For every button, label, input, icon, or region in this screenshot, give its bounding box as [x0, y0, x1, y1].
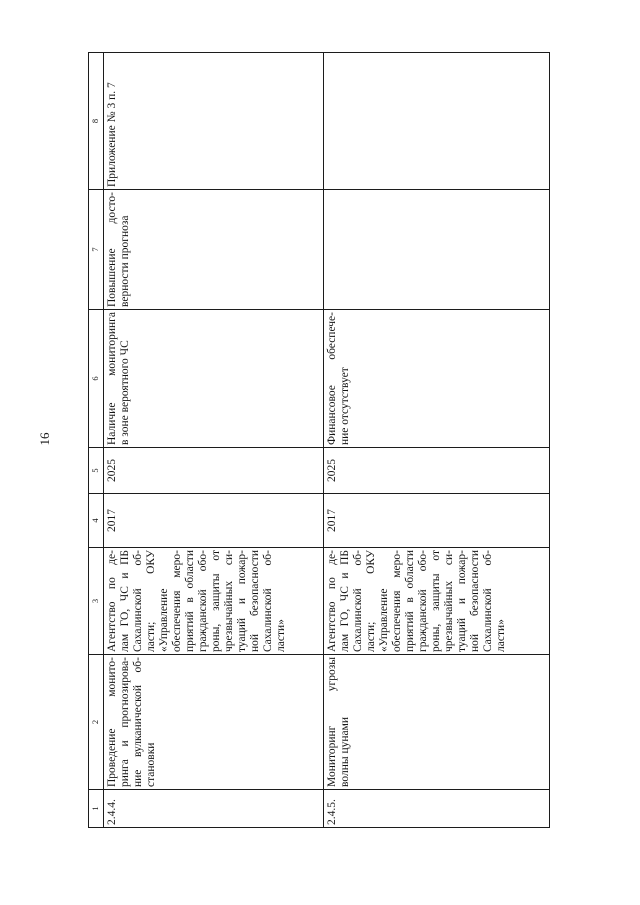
text-line: верности прогноза	[119, 215, 131, 307]
text-line: Приложение № 3 п. 7	[106, 82, 118, 187]
text-line: приятий в области	[184, 550, 196, 652]
end-year-cell: 2025	[104, 447, 324, 493]
text-line: чрезвычайных си-	[443, 550, 455, 652]
text-line: роны, защиты от	[430, 550, 442, 652]
executor-cell	[324, 547, 550, 654]
event-cell	[104, 654, 324, 789]
header-cell-7: 7	[89, 189, 104, 309]
start-year-cell: 2017	[104, 493, 324, 547]
text-line: Финансовое обеспече-	[326, 312, 338, 445]
indicator-cell	[324, 309, 550, 447]
text-line: гражданской обо-	[197, 550, 209, 652]
text-line: Проведение монито-	[106, 657, 118, 787]
header-cell-6: 6	[89, 309, 104, 447]
text-line: «Управление	[158, 588, 170, 652]
reference-cell	[104, 52, 324, 189]
text-line: роны, защиты от	[210, 550, 222, 652]
result-cell	[104, 189, 324, 309]
header-cell-1: 1	[89, 789, 104, 827]
text-line: Мониторинг угрозы	[326, 657, 338, 787]
text-line: туаций и пожар-	[456, 550, 468, 652]
text-line: ние вулканической об-	[132, 657, 144, 787]
header-cell-3: 3	[89, 547, 104, 654]
text-line: «Управление	[378, 588, 390, 652]
text-line: Агентство по де-	[106, 550, 118, 652]
text-line: ной безопасности	[249, 550, 261, 652]
text-line: Повышение досто-	[106, 192, 118, 307]
text-line: гражданской обо-	[417, 550, 429, 652]
text-line: ласти; ОКУ	[145, 550, 157, 652]
reference-cell	[324, 52, 550, 189]
text-line: ние отсутствует	[339, 367, 351, 445]
row-number-cell: 2.4.4.	[104, 789, 324, 827]
text-line: лам ГО, ЧС и ПБ	[339, 550, 351, 652]
result-cell	[324, 189, 550, 309]
event-cell	[324, 654, 550, 789]
text-line: обеспечения меро-	[391, 550, 403, 652]
end-year-cell: 2025	[324, 447, 550, 493]
text-line: волны цунами	[339, 716, 351, 787]
start-year-cell: 2017	[324, 493, 550, 547]
text-line: чрезвычайных си-	[223, 550, 235, 652]
header-cell-4: 4	[89, 493, 104, 547]
text-line: ной безопасности	[469, 550, 481, 652]
text-line: ласти»	[275, 619, 287, 652]
row-number-cell: 2.4.5.	[324, 789, 550, 827]
text-line: лам ГО, ЧС и ПБ	[119, 550, 131, 652]
text-line: туаций и пожар-	[236, 550, 248, 652]
text-line: Агентство по де-	[326, 550, 338, 652]
executor-cell	[104, 547, 324, 654]
text-line: приятий в области	[404, 550, 416, 652]
text-line: Сахалинской об-	[262, 550, 274, 652]
text-line: обеспечения меро-	[171, 550, 183, 652]
header-cell-5: 5	[89, 447, 104, 493]
text-line: ринга и прогнозирова-	[119, 657, 131, 787]
text-line: ласти; ОКУ	[365, 550, 377, 652]
page-number: 16	[37, 432, 52, 446]
text-line: в зоне вероятного ЧС	[119, 340, 131, 445]
text-line: Сахалинской об-	[352, 550, 364, 652]
measures-table	[88, 52, 550, 828]
header-cell-8: 8	[89, 52, 104, 189]
text-line: становки	[145, 742, 157, 787]
text-line: ласти»	[495, 619, 507, 652]
header-cell-2: 2	[89, 654, 104, 789]
indicator-cell	[104, 309, 324, 447]
text-line: Сахалинской об-	[482, 550, 494, 652]
text-line: Наличие мониторинга	[106, 312, 118, 445]
text-line: Сахалинской об-	[132, 550, 144, 652]
